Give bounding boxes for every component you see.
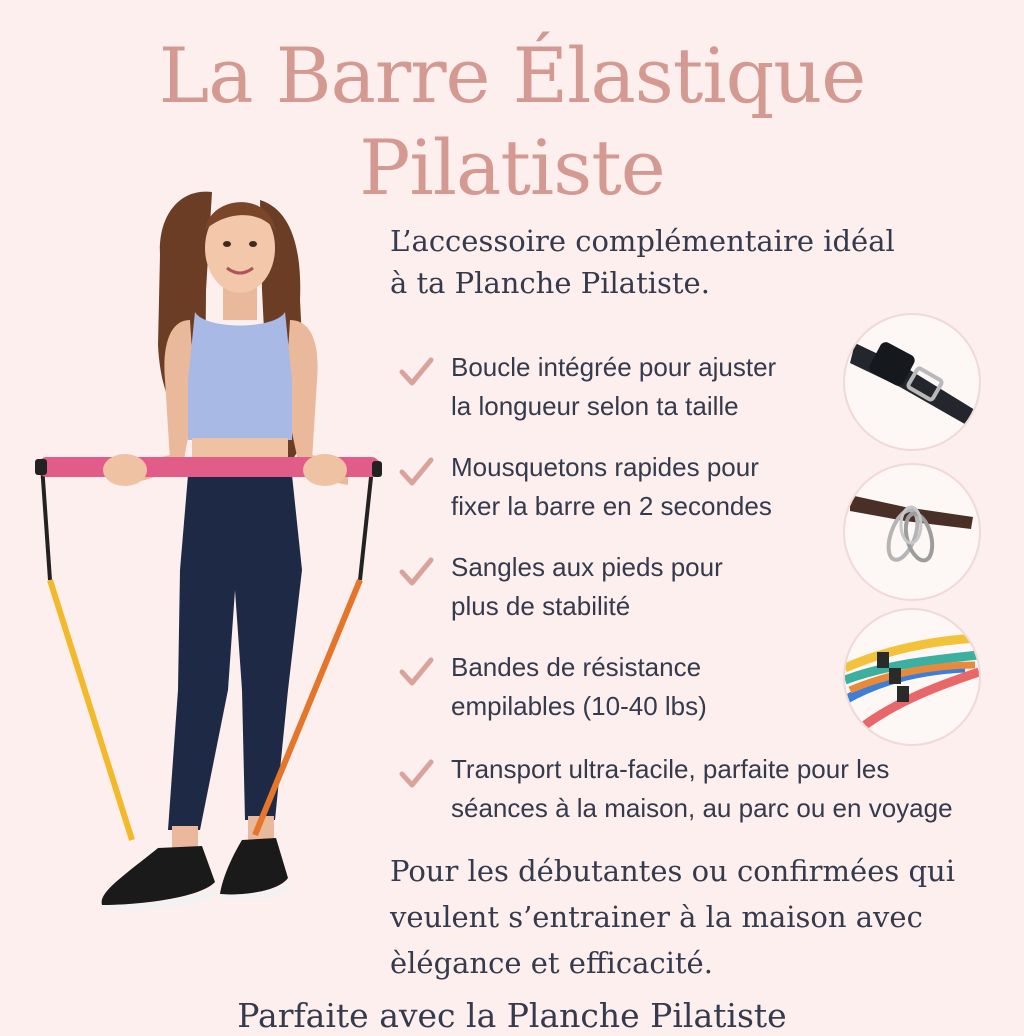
feature-text: [451, 750, 1011, 828]
carabiner-thumbnail: [843, 463, 981, 601]
check-icon: [396, 652, 436, 692]
resistance-bands-thumbnail: [843, 608, 981, 746]
check-icon: [396, 452, 436, 492]
carabiner-icon: [845, 465, 979, 599]
subtitle-line-1: L’accessoire complémentaire idéal: [390, 224, 895, 258]
closing-line-3: èlégance et efficacité.: [390, 946, 713, 980]
feature-line-1: Transport ultra-facile, parfaite pour les: [451, 754, 890, 784]
check-icon: [396, 754, 436, 794]
closing-line-1: Pour les débutantes ou confirmées qui: [390, 854, 955, 888]
subtitle-line-2: à ta Planche Pilatiste.: [390, 266, 710, 300]
feature-line-1: Boucle intégrée pour ajuster: [451, 352, 777, 382]
resistance-bands-icon: [845, 610, 979, 744]
feature-line-2: fixer la barre en 2 secondes: [451, 491, 772, 521]
buckle-strap-icon: [845, 315, 979, 449]
subtitle: [390, 220, 990, 304]
model-with-pilates-bar-illustration: [30, 170, 390, 940]
title-line-2: Pilatiste: [359, 123, 665, 212]
title-line-1: La Barre Élastique: [158, 31, 866, 120]
closing-text: [390, 848, 1010, 986]
feature-line-2: séances à la maison, au parc ou en voyage: [451, 793, 953, 823]
feature-line-1: Sangles aux pieds pour: [451, 552, 723, 582]
footer-tagline: Parfaite avec la Planche Pilatiste: [237, 996, 787, 1035]
check-icon: [396, 352, 436, 392]
feature-line-1: Bandes de résistance: [451, 652, 702, 682]
feature-line-2: empilables (10-40 lbs): [451, 691, 707, 721]
check-icon: [396, 552, 436, 592]
closing-line-2: veulent s’entrainer à la maison avec: [390, 900, 923, 934]
feature-line-2: la longueur selon ta taille: [451, 391, 739, 421]
feature-line-2: plus de stabilité: [451, 591, 631, 621]
feature-line-1: Mousquetons rapides pour: [451, 452, 759, 482]
buckle-strap-thumbnail: [843, 313, 981, 451]
